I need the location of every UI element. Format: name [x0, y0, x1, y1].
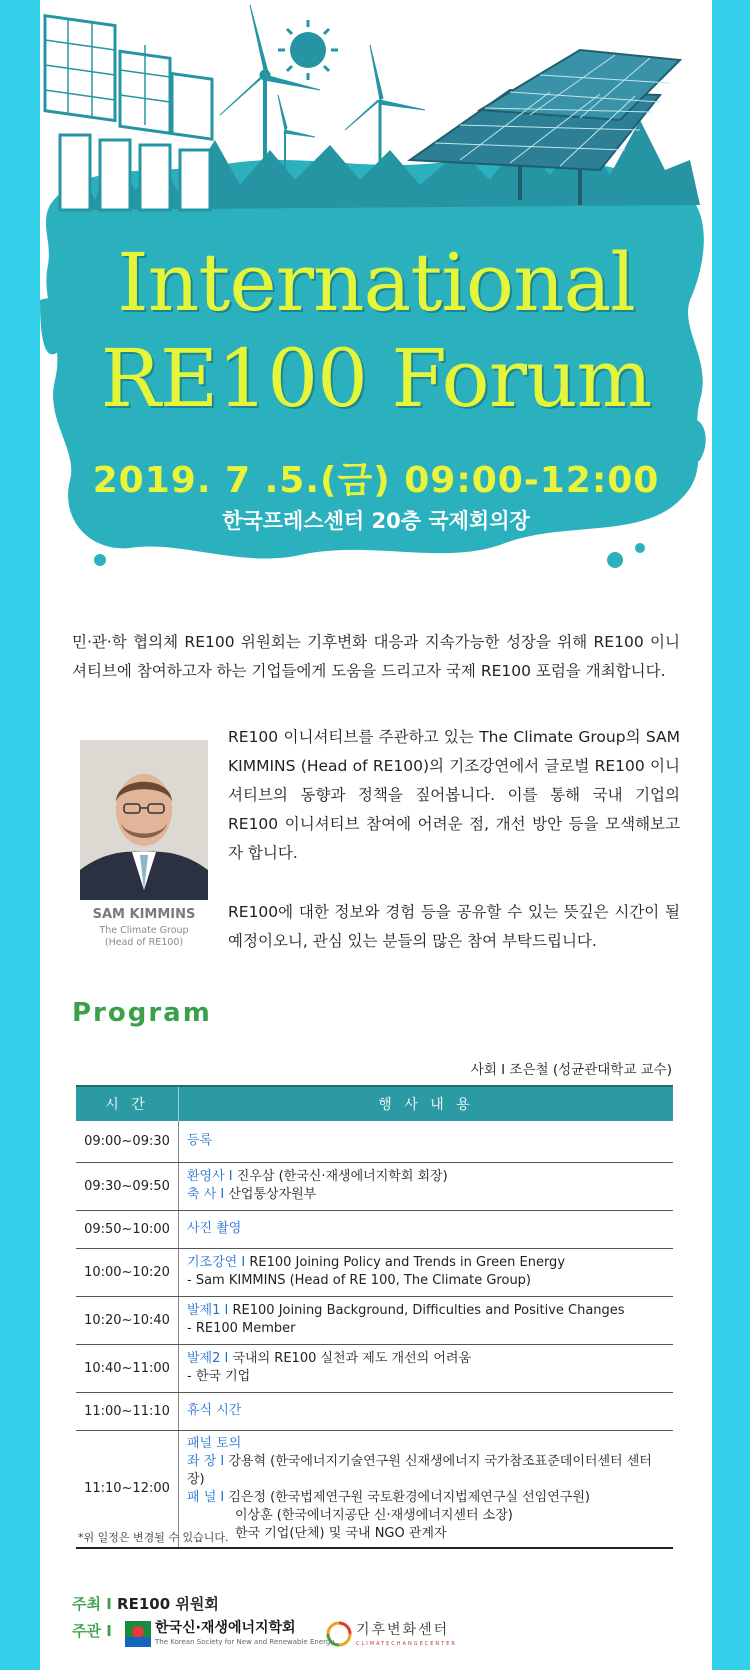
invitation-paragraph: RE100에 대한 정보와 경험 등을 공유할 수 있는 뜻깊은 시간이 될 예정이오니, 관심 있는 분들의 많은 참여 부탁드립니다. — [228, 903, 680, 950]
program-table — [76, 1085, 673, 1549]
speaker-org — [70, 925, 218, 949]
host-name: RE100 위원회 — [117, 1595, 219, 1613]
panelist-2: 이상훈 (한국에너지공단 신·재생에너지센터 소장) — [235, 1507, 513, 1523]
row-label: 기조강연 I — [187, 1255, 246, 1270]
row-label: 등록 — [187, 1133, 213, 1149]
row-text: - RE100 Member — [187, 1321, 296, 1336]
ksnre-logo — [125, 1617, 335, 1653]
row-text: 산업통상자원부 — [228, 1187, 317, 1202]
column-header-time: 시 간 — [76, 1086, 179, 1121]
title-line-1: International — [117, 236, 635, 329]
row-label: 축 사 I — [187, 1187, 225, 1202]
row-content — [179, 1162, 674, 1210]
event-venue: 한국프레스센터 20층 국제회의장 — [222, 509, 530, 533]
row-text: - Sam KIMMINS (Head of RE 100, The Climate Group) — [187, 1273, 532, 1288]
panelist-1: 김은정 (한국법제연구원 국토환경에너지법제연구실 선임연구원) — [228, 1489, 590, 1505]
row-text: 국내의 RE100 실천과 제도 개선의 어려움 — [232, 1351, 472, 1366]
event-date: 2019. 7 .5.(금) 09:00-12:00 — [92, 460, 660, 501]
panel-label: 패 널 I — [187, 1489, 225, 1505]
row-content — [179, 1296, 674, 1344]
column-header-content: 행 사 내 용 — [179, 1086, 674, 1121]
event-title — [40, 235, 712, 427]
speaker-org-line-1: The Climate Group — [99, 925, 189, 936]
row-time: 11:00~11:10 — [76, 1392, 179, 1430]
row-content — [179, 1210, 674, 1248]
table-row — [76, 1392, 673, 1430]
speaker-photo — [80, 740, 208, 900]
row-time: 09:30~09:50 — [76, 1162, 179, 1210]
table-row — [76, 1344, 673, 1392]
panel-title: 패널 토의 — [187, 1435, 242, 1451]
row-text: RE100 Joining Background, Difficulties and Positive Changes — [232, 1303, 625, 1318]
row-label: 환영사 I — [187, 1169, 233, 1184]
row-label: 사진 촬영 — [187, 1221, 242, 1236]
table-row — [76, 1210, 673, 1248]
row-time: 11:10~12:00 — [76, 1430, 179, 1548]
row-text: RE100 Joining Policy and Trends in Green Energy — [249, 1255, 566, 1270]
organizer-line — [72, 1620, 112, 1641]
moderator-line: 사회 I 조은철 (성균관대학교 교수) — [470, 1062, 672, 1078]
row-text: 진우삼 (한국신·재생에너지학회 회장) — [236, 1169, 448, 1184]
panelist-3: 한국 기업(단체) 및 국내 NGO 관계자 — [235, 1525, 447, 1541]
ksnre-emblem-icon — [125, 1621, 151, 1647]
ccc-emblem-icon — [326, 1621, 352, 1647]
chair-name: 강용혁 (한국에너지기술연구원 신재생에너지 국가참조표준데이터센터 센터장) — [187, 1453, 652, 1487]
row-time: 10:40~11:00 — [76, 1344, 179, 1392]
table-row — [76, 1162, 673, 1210]
table-row — [76, 1248, 673, 1296]
row-content — [179, 1430, 674, 1548]
row-content — [179, 1248, 674, 1296]
title-line-2: RE100 Forum — [100, 332, 652, 425]
schedule-note: *위 일정은 변경될 수 있습니다. — [78, 1531, 229, 1544]
table-row — [76, 1121, 673, 1162]
speaker-paragraph: RE100 이니셔티브를 주관하고 있는 The Climate Group의 SAM KIMMINS (Head of RE100)의 기조강연에서 글로벌 RE100 이니셔티브의 동향과 정책을 짚어봅니다. 이를 통해 국내 기업의 RE100 이니셔티브 참여에 어려운 점, 개선 방안 등을 모색해보고자 합니다. — [228, 728, 680, 862]
row-label: 발제2 I — [187, 1351, 229, 1366]
table-row — [76, 1296, 673, 1344]
program-heading: Program — [72, 998, 212, 1028]
ksnre-subtitle: The Korean Society for New and Renewable Energy — [155, 1638, 335, 1646]
row-content — [179, 1344, 674, 1392]
row-content — [179, 1392, 674, 1430]
left-side-bar — [0, 0, 40, 1670]
right-side-bar — [712, 0, 750, 1670]
table-header-row — [76, 1086, 673, 1121]
row-time: 10:00~10:20 — [76, 1248, 179, 1296]
ccc-subtitle: CLIMATECHANGECENTER — [356, 1641, 457, 1647]
ccc-name: 기후변화센터 — [356, 1622, 450, 1638]
row-label: 휴식 시간 — [187, 1403, 242, 1418]
ccc-logo — [326, 1617, 476, 1653]
row-time: 09:50~10:00 — [76, 1210, 179, 1248]
row-time: 09:00~09:30 — [76, 1121, 179, 1162]
row-label: 발제1 I — [187, 1303, 229, 1318]
host-line — [72, 1593, 219, 1614]
row-content — [179, 1121, 674, 1162]
host-label: 주최 I — [72, 1595, 112, 1613]
ksnre-name: 한국신·재생에너지학회 — [155, 1620, 296, 1636]
organizer-label: 주관 I — [72, 1622, 112, 1640]
speaker-org-line-2: (Head of RE100) — [104, 937, 184, 948]
chair-label: 좌 장 I — [187, 1453, 225, 1469]
speaker-name: SAM KIMMINS — [92, 907, 196, 922]
row-text: - 한국 기업 — [187, 1369, 251, 1384]
row-time: 10:20~10:40 — [76, 1296, 179, 1344]
intro-paragraph: 민·관·학 협의체 RE100 위원회는 기후변화 대응과 지속가능한 성장을 위해 RE100 이니셔티브에 참여하고자 하는 기업들에게 도움을 드리고자 국제 RE100 포럼을 개최합니다. — [72, 633, 680, 680]
